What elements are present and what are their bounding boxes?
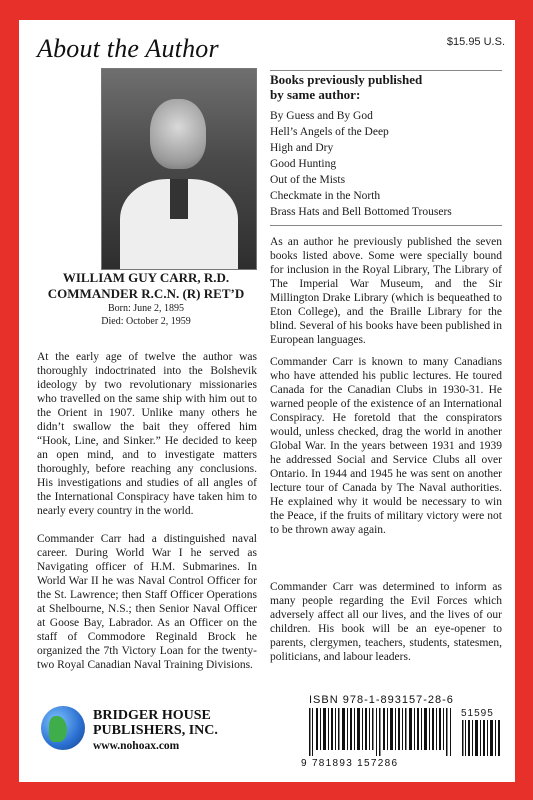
book-item: Out of the Mists [270, 174, 346, 186]
isbn-label: ISBN 978-1-893157-28-6 [309, 694, 454, 706]
book-item: Hell’s Angels of the Deep [270, 126, 389, 138]
price-code: 51595 [461, 708, 494, 719]
back-cover [19, 20, 515, 782]
author-born: Born: June 2, 1895 [107, 303, 185, 314]
bio-paragraph-naval-career: Commander Carr had a distinguished naval career. During World War I he served as Navigating officer of H.M. Submarines. In World War II he was Naval Control Officer for the St. Lawrence; then Staff Officer Operations at Shelbourne, N.S.; then Senior Naval Officer at Goose Bay, Labrador. As an Officer on the staff of Commodore Reginald Brock he organized the 7th Victory Loan for the twenty-two Royal Canadian Naval Training Divisions. [37, 533, 257, 671]
ean-barcode [307, 708, 457, 756]
author-died: Died: October 2, 1959 [101, 316, 191, 327]
author-uniform [120, 179, 238, 270]
barcode-digits: 9 781893 157286 [301, 758, 399, 769]
author-name: WILLIAM GUY CARR, R.D. [62, 270, 230, 285]
books-heading-line1: Books previously published [270, 72, 423, 87]
divider-bottom [270, 225, 502, 226]
divider-top [270, 70, 502, 71]
author-photo [101, 68, 257, 270]
barcode-block [301, 694, 501, 776]
bio-paragraph-lectures: Commander Carr is known to many Canadians who have attended his public lectures. He toured Canada for the Canadian Clubs in 1930-31. He warned people of the existence of an International Conspiracy. He foretold that the conspirators would, unless checked, drag the world in another Global War. In the years between 1931 and 1939 he addressed Social and Service Clubs all over Ontario. In 1944 and 1945 he was sent on another lecture tour of Canada by The Naval authorities. He explained why it would be necessary to win the Peace, if the fruits of military victory were not to be thrown away again. [270, 356, 502, 536]
globe-icon [41, 706, 85, 750]
book-item: By Guess and By God [270, 110, 373, 122]
books-heading-line2: by same author: [270, 87, 361, 102]
book-item: High and Dry [270, 142, 334, 154]
book-item: Checkmate in the North [270, 190, 381, 202]
publisher-url: www.nohoax.com [93, 740, 180, 752]
book-item: Brass Hats and Bell Bottomed Trousers [270, 206, 452, 218]
books-list [270, 108, 504, 220]
author-rank: COMMANDER R.C.N. (R) RET’D [47, 286, 245, 301]
author-caption [37, 270, 255, 328]
book-item: Good Hunting [270, 158, 337, 170]
price-barcode [461, 720, 501, 756]
books-heading [270, 72, 504, 102]
price-label: $15.95 U.S. [446, 36, 505, 48]
page-title: About the Author [37, 34, 219, 63]
bio-paragraph-previous-books: As an author he previously published the seven books listed above. Some were specially bound for inclusion in the Royal Library, The Library of The Imperial War Museum, and the Sir Millington Drake Library (which is bequeathed to Eton College), and the Braille Library for the blind. Several of his books have been published in European languages. [270, 236, 502, 346]
bio-paragraph-determined: Commander Carr was determined to inform as many people regarding the Evil Forces which adversely affect all our lives, and the lives of our children. His book will be an eye-opener to parents, clergymen, teachers, students, statesmen, politicians, and labour leaders. [270, 581, 502, 663]
bio-paragraph-early-age: At the early age of twelve the author was thoroughly indoctrinated into the Bolshevik ideology by two revolutionary missionaries who travelled on the same ship with him out to the Orient in 1907. Unlike many others he didn’t swallow the bait they offered him “Hook, Line, and Sinker.” He decided to keep an open mind, and to investigate matters thoroughly, before reaching any conclusions. His investigations and studies of all angles of the International Conspiracy have taken him to nearly every country in the world. [37, 351, 257, 517]
books-section [270, 72, 504, 220]
publisher-block [41, 706, 271, 766]
author-face [150, 99, 206, 169]
publisher-name: BRIDGER HOUSE PUBLISHERS, INC. [93, 708, 218, 738]
